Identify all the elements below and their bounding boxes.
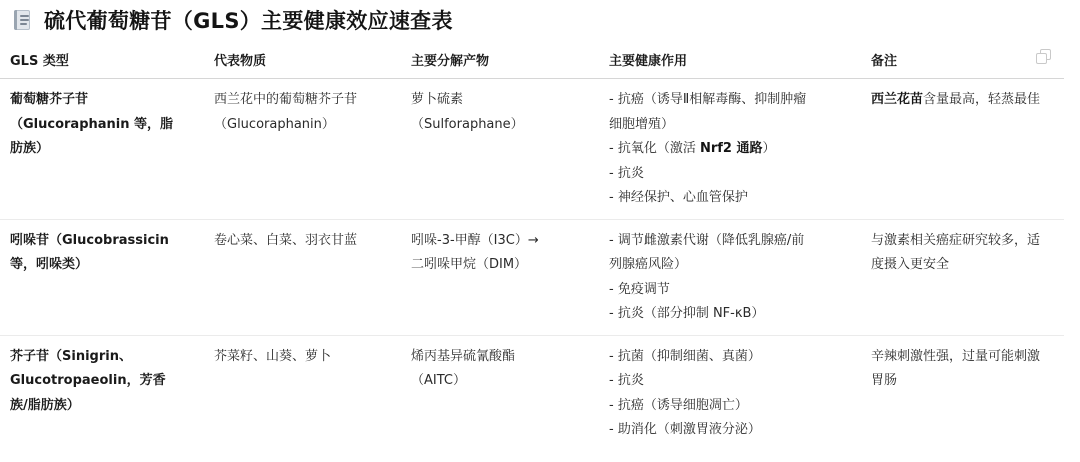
product-line: （Sulforaphane） <box>411 116 524 132</box>
effect-line: - 抗炎 <box>609 165 644 181</box>
note-bold-text: 西兰花苗 <box>871 92 924 107</box>
cell-gls-type <box>0 335 204 451</box>
cell-effects <box>599 219 861 335</box>
cell-substance <box>204 335 401 451</box>
cell-substance <box>204 79 401 220</box>
cell-product <box>401 335 599 451</box>
substance-line: 西兰花中的葡萄糖芥子苷 <box>214 92 358 107</box>
type-line: 芥子苷（Sinigrin、 <box>10 348 132 364</box>
cell-notes <box>861 219 1064 335</box>
effect-line: - 抗癌（诱导细胞凋亡） <box>609 397 748 413</box>
effect-text: - 抗氧化（激活 <box>609 141 700 156</box>
header-product: 主要分解产物 <box>401 41 599 79</box>
header-effects: 主要健康作用 <box>599 41 861 79</box>
effect-line: - 抗炎 <box>609 373 644 388</box>
type-line: 肪族） <box>10 141 50 156</box>
note-line <box>871 88 1054 113</box>
effect-line: - 助消化（刺激胃液分泌） <box>609 422 761 437</box>
table-row <box>0 219 1064 335</box>
type-line: （Glucoraphanin 等，脂 <box>10 116 174 132</box>
cell-product <box>401 219 599 335</box>
effect-line: - 免疫调节 <box>609 281 670 297</box>
substance-line: （Glucoraphanin） <box>214 116 335 132</box>
cell-gls-type <box>0 219 204 335</box>
type-line: 葡萄糖芥子苷 <box>10 92 89 107</box>
page-title: 硫代葡萄糖苷（GLS）主要健康效应速查表 <box>44 9 453 33</box>
substance-line: 芥菜籽、山葵、萝卜 <box>214 348 332 364</box>
product-line: 萝卜硫素 <box>411 92 464 107</box>
document-icon <box>14 10 32 31</box>
substance-line: 卷心菜、白菜、羽衣甘蓝 <box>214 232 358 248</box>
product-line: 二吲哚甲烷（DIM） <box>411 257 528 272</box>
effect-line: 列腺癌风险） <box>609 257 688 272</box>
effect-line <box>609 137 851 162</box>
header-substance: 代表物质 <box>204 41 401 79</box>
cell-effects <box>599 79 861 220</box>
cell-notes <box>861 79 1064 220</box>
type-line: 等，吲哚类） <box>10 257 89 272</box>
product-line: 烯丙基异硫氰酸酯 <box>411 348 516 364</box>
note-line: 与激素相关癌症研究较多，适 <box>871 232 1041 248</box>
effect-line: - 调节雌激素代谢（降低乳腺癌/前 <box>609 232 805 248</box>
effect-line: - 神经保护、心血管保护 <box>609 190 748 205</box>
type-line: 族/脂肪族） <box>10 397 80 413</box>
cell-substance <box>204 219 401 335</box>
type-line: Glucotropaeolin，芳香 <box>10 373 166 388</box>
note-text: 含量最高，轻蒸最佳 <box>923 92 1041 107</box>
product-line: 吲哚-3-甲醇（I3C）→ <box>411 232 539 248</box>
effect-line: - 抗炎（部分抑制 NF-κB） <box>609 306 765 321</box>
type-line: 吲哚苷（Glucobrassicin <box>10 232 169 248</box>
cell-product <box>401 79 599 220</box>
header-notes: 备注 <box>861 41 1064 79</box>
title-row <box>14 6 453 34</box>
effect-line: 细胞增殖） <box>609 116 675 132</box>
effect-line: - 抗菌（抑制细菌、真菌） <box>609 348 761 364</box>
cell-gls-type <box>0 79 204 220</box>
effect-bold-text: Nrf2 通路 <box>699 141 763 156</box>
cell-effects <box>599 335 861 451</box>
gls-table <box>0 41 1064 451</box>
note-line: 辛辣刺激性强，过量可能刺激 <box>871 348 1041 364</box>
table-row <box>0 79 1064 220</box>
note-line: 胃肠 <box>871 373 898 388</box>
table-row <box>0 335 1064 451</box>
note-line: 度摄入更安全 <box>871 257 950 272</box>
header-gls-type: GLS 类型 <box>0 41 204 79</box>
product-line: （AITC） <box>411 373 466 388</box>
effect-text: ） <box>762 141 776 156</box>
cell-notes <box>861 335 1064 451</box>
table-header-row <box>0 41 1064 79</box>
effect-line: - 抗癌（诱导Ⅱ相解毒酶、抑制肿瘤 <box>609 92 807 107</box>
